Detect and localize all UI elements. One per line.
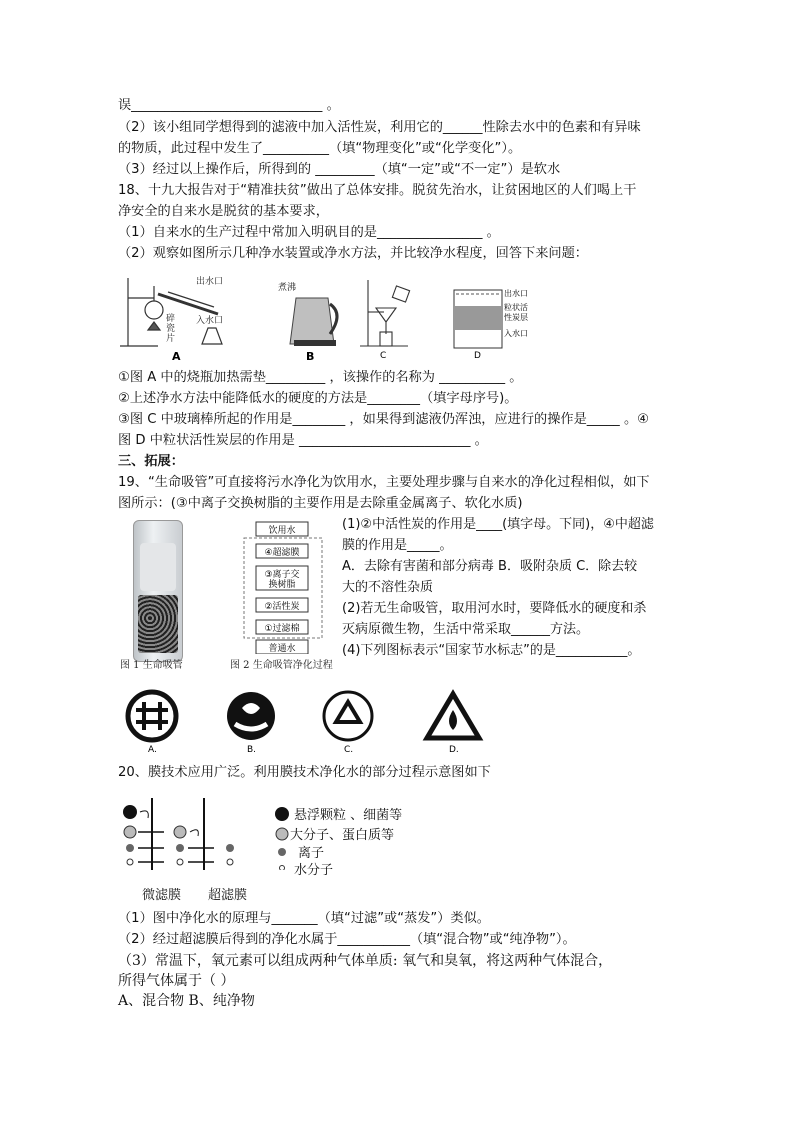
flow-step: ③离子交	[264, 570, 300, 580]
legend-macromolecule: 大分子、蛋白质等	[290, 828, 395, 843]
icon-label-C: C.	[344, 745, 354, 755]
text-line: （2）经过超滤膜后得到的净化水属于___________（填“混合物”或“纯净物”）。	[118, 932, 576, 947]
text-line: （3）经过以上操作后，所得到的 _________（填“一定”或“不一定”）是软水	[118, 162, 561, 177]
question-20: 20、膜技术应用广泛。利用膜技术净化水的部分过程示意图如下	[118, 765, 491, 780]
text-line: 灭病原微生物，生活中常采取______方法。	[342, 622, 590, 637]
ultrafiltration-caption: 超滤膜	[208, 888, 248, 903]
d-carbon-label: 性炭层	[504, 313, 528, 322]
flow-step: ②活性炭	[264, 602, 300, 612]
label-D: D	[474, 351, 481, 361]
purifier-D	[454, 290, 502, 348]
d-carbon-label: 粒状活	[504, 303, 528, 312]
flow-step: 普通水	[268, 644, 296, 654]
d-outlet-label: 出水口	[504, 289, 528, 298]
legend-markers	[272, 806, 292, 870]
text-line: ③图 C 中玻璃棒所起的作用是________ ，如果得到滤液仍浑浊，应进行的操作是_____ 。④	[118, 412, 649, 427]
question-18: 18、十九大报告对于“精准扶贫”做出了总体安排。脱贫先治水，让贫困地区的人们喝上干	[118, 183, 637, 198]
text-line: （1）图中净化水的原理与_______（填“过滤”或“蒸发”）类似。	[118, 911, 490, 926]
answer-options: A、混合物 B、纯净物	[118, 993, 255, 1009]
filtration-setup-C	[360, 280, 410, 346]
water-saving-sign-icon	[128, 692, 176, 740]
text-line: 误_____________________________ 。	[118, 98, 340, 113]
text-line: 图 D 中粒状活性炭层的作用是 __________________________ 。	[118, 433, 488, 448]
a-chip-label: 片	[166, 334, 176, 344]
d-inlet-label: 入水口	[504, 329, 528, 338]
label-B: B	[306, 350, 315, 363]
question-19: 19、“生命吸管”可直接将污水净化为饮用水，主要处理步骤与自来水的净化过程相似，如下	[118, 475, 650, 490]
membrane-diagram	[118, 794, 248, 874]
figure-1-caption: 图 1 生命吸管	[120, 660, 183, 671]
answer-options: A．去除有害菌和部分病毒 B．吸附杂质 C．除去较	[342, 559, 638, 574]
legend-suspended: 悬浮颗粒 、细菌等	[294, 808, 403, 823]
kettle-B	[290, 298, 337, 346]
flow-step: ①过滤棉	[264, 624, 300, 634]
figure-18-apparatus	[118, 268, 558, 364]
text-line: （2）该小组同学想得到的滤液中加入活性炭，利用它的______性除去水中的色素和有异味	[118, 120, 641, 135]
label-A: A	[172, 350, 181, 363]
icon-label-B: B.	[247, 745, 257, 755]
text-line: 大的不溶性杂质	[342, 580, 434, 595]
legend-ion: 离子	[298, 846, 325, 861]
section-heading: 三、拓展：	[118, 454, 184, 469]
text-line: 所得气体属于（ ）	[118, 973, 235, 989]
text-line: (1)②中活性炭的作用是____(填字母。下同)，④中超滤	[342, 517, 654, 532]
legend-water: 水分子	[294, 863, 334, 878]
text-line: （2）观察如图所示几种净水装置或净水方法，并比较净水程度，回答下来问题：	[118, 246, 588, 261]
b-boil-label: 煮沸	[278, 283, 297, 293]
text-line: (4)下列图标表示“国家节水标志”的是___________。	[342, 643, 641, 658]
icon-label-A: A.	[148, 745, 157, 755]
recycle-sign-icon	[324, 692, 372, 740]
text-line: ①图 A 中的烧瓶加热需垫_________ ，该操作的名称为 __________ 。	[118, 370, 523, 385]
figure-2-caption: 图 2 生命吸管净化过程	[230, 660, 333, 671]
label-C: C	[380, 351, 387, 361]
text-line: (2)若无生命吸管，取用河水时，要降低水的硬度和杀	[342, 601, 647, 616]
a-inlet-label: 入水口	[196, 316, 224, 326]
sign-icons-row	[118, 688, 498, 756]
flow-step: ④超滤膜	[264, 548, 300, 558]
text-line: 图所示：(③中离子交换树脂的主要作用是去除重金属离子、软化水质)	[118, 496, 523, 511]
flow-step: 饮用水	[268, 526, 296, 536]
text-line: 膜的作用是_____。	[342, 538, 453, 553]
icon-label-D: D.	[449, 745, 459, 755]
a-outlet-label: 出水口	[196, 277, 224, 287]
text-line: ②上述净水方法中能降低水的硬度的方法是________（填字母序号)。	[118, 391, 518, 406]
text-line: 净安全的自来水是脱贫的基本要求，	[118, 204, 329, 219]
text-line: （3）常温下，氧元素可以组成两种气体单质: 氧气和臭氧，将这两种气体混合，	[118, 953, 613, 969]
text-line: （1）自来水的生产过程中常加入明矾目的是________________ 。	[118, 225, 500, 240]
microfiltration-caption: 微滤膜	[142, 888, 182, 903]
flow-step: 换树脂	[268, 580, 296, 590]
text-line: 的物质，此过程中发生了__________（填“物理变化”或“化学变化”）。	[118, 141, 522, 156]
life-straw-photo	[133, 520, 183, 662]
a-chip-label: 碎	[166, 314, 176, 324]
water-drop-sign-icon	[227, 692, 275, 740]
purification-flowchart	[236, 520, 330, 654]
a-chip-label: 瓷	[166, 324, 176, 334]
flammable-warning-icon	[427, 694, 479, 738]
